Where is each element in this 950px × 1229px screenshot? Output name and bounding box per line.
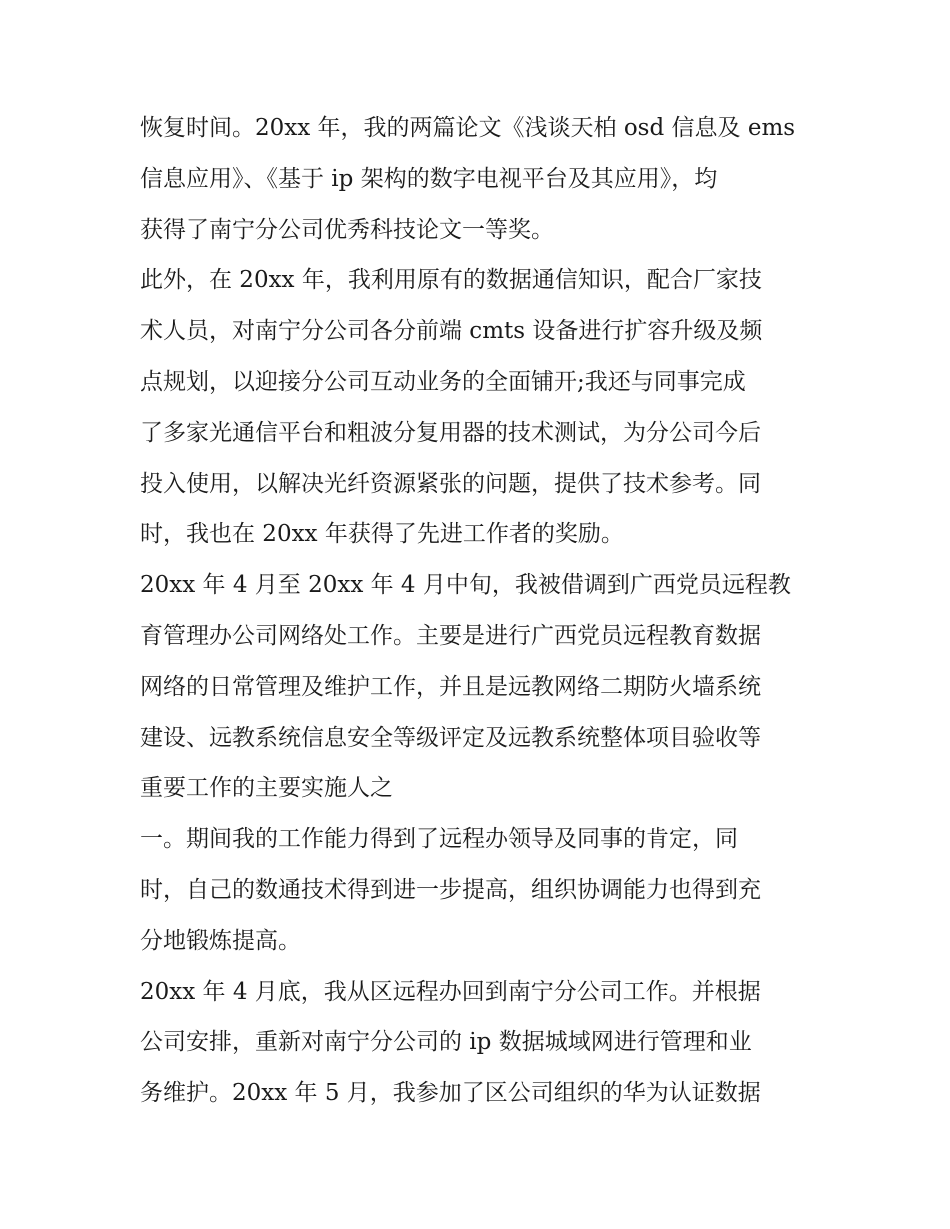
text-line: 一。期间我的工作能力得到了远程办领导及同事的肯定，同: [140, 826, 738, 853]
text-line: 20xx 年 4 月底，我从区远程办回到南宁分公司工作。并根据: [140, 978, 761, 1005]
text-line: 重要工作的主要实施人之: [140, 775, 393, 802]
text-line: 育管理办公司网络处工作。主要是进行广西党员远程教育数据: [140, 622, 761, 649]
text-line: 公司安排，重新对南宁分公司的 ip 数据城域网进行管理和业: [140, 1029, 752, 1056]
text-line: 获得了南宁分公司优秀科技论文一等奖。: [140, 216, 554, 243]
text-line: 分地锻炼提高。: [140, 927, 301, 954]
text-line: 此外，在 20xx 年，我利用原有的数据通信知识，配合厂家技: [140, 267, 762, 294]
text-line: 时，自己的数通技术得到进一步提高，组织协调能力也得到充: [140, 876, 761, 903]
text-line: 信息应用》、《基于 ip 架构的数字电视平台及其应用》，均: [140, 165, 718, 192]
text-line: 点规划，以迎接分公司互动业务的全面铺开;我还与同事完成: [140, 368, 746, 395]
text-line: 恢复时间。20xx 年，我的两篇论文《浅谈天柏 osd 信息及 ems: [140, 115, 796, 141]
text-line: 务维护。20xx 年 5 月，我参加了区公司组织的华为认证数据: [140, 1080, 761, 1107]
text-line: 网络的日常管理及维护工作，并且是远教网络二期防火墙系统: [140, 673, 761, 700]
document-body: [140, 103, 820, 1119]
text-line: 投入使用，以解决光纤资源紧张的问题，提供了技术参考。同: [140, 470, 761, 497]
text-line: 术人员，对南宁分公司各分前端 cmts 设备进行扩容升级及频: [140, 318, 763, 345]
text-line: 20xx 年 4 月至 20xx 年 4 月中旬，我被借调到广西党员远程教: [140, 572, 791, 599]
text-line: 建设、远教系统信息安全等级评定及远教系统整体项目验收等: [140, 724, 761, 751]
text-line: 时，我也在 20xx 年获得了先进工作者的奖励。: [140, 521, 624, 548]
text-line: 了多家光通信平台和粗波分复用器的技术测试，为分公司今后: [140, 419, 761, 446]
